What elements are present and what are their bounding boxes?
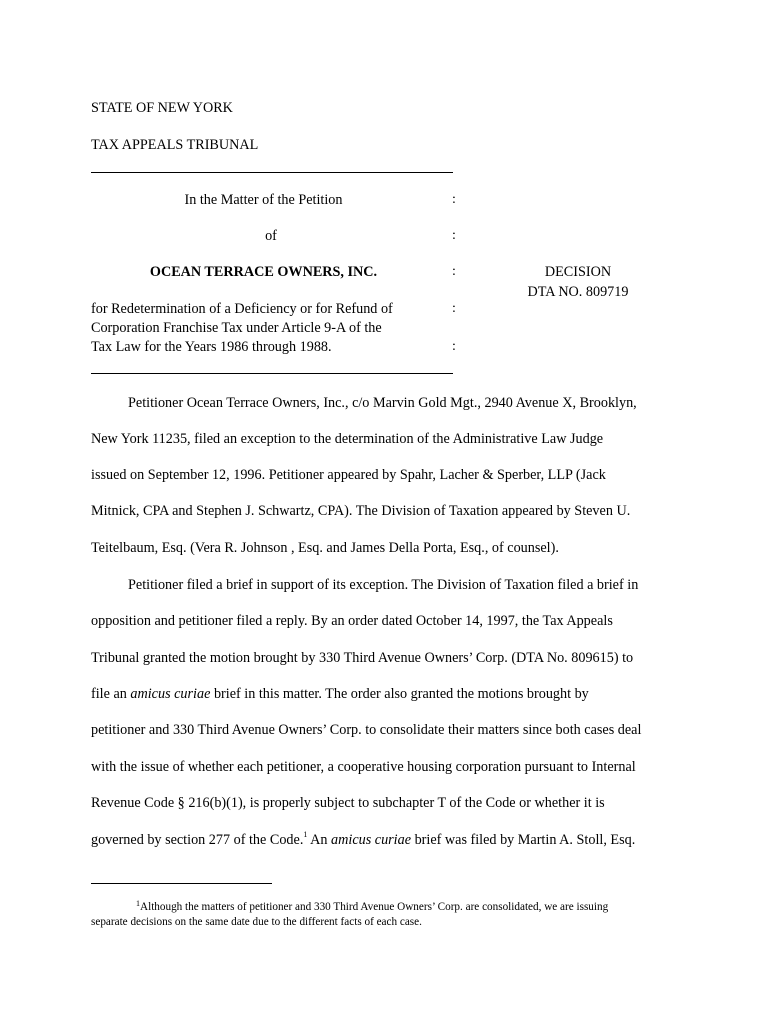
- body-line: Teitelbaum, Esq. (Vera R. Johnson , Esq. and James Della Porta, Esq., of counsel).: [91, 540, 559, 556]
- body-line: Revenue Code § 216(b)(1), is properly subject to subchapter T of the Code or whether it is: [91, 795, 605, 811]
- body-text: brief in this matter. The order also granted the motions brought by: [210, 686, 589, 702]
- of-line: of: [265, 228, 277, 244]
- purpose-line-1: for Redetermination of a Deficiency or for Refund of: [91, 301, 393, 317]
- amicus-curiae-term: amicus curiae: [130, 686, 211, 702]
- body-line: New York 11235, filed an exception to the determination of the Administrative Law Judge: [91, 431, 604, 447]
- footnote-text: Although the matters of petitioner and 330 Third Avenue Owners’ Corp. are consolidated, we are issuing: [140, 901, 609, 913]
- body-text: brief was filed by Martin A. Stoll, Esq.: [411, 832, 636, 848]
- body-line: Mitnick, CPA and Stephen J. Schwartz, CPA). The Division of Taxation appeared by Steven U.: [91, 503, 631, 519]
- amicus-curiae-term: amicus curiae: [331, 832, 412, 848]
- footnote-reference[interactable]: 1: [303, 830, 308, 839]
- body-line: [91, 686, 589, 703]
- purpose-line-3: Tax Law for the Years 1986 through 1988.: [91, 339, 332, 355]
- caption-colon: :: [452, 264, 456, 279]
- footnote-separator: [91, 883, 272, 884]
- caption-colon: :: [452, 339, 456, 354]
- body-line: Tribunal granted the motion brought by 330 Third Avenue Owners’ Corp. (DTA No. 809615) to: [91, 650, 634, 666]
- body-line: Petitioner Ocean Terrace Owners, Inc., c/o Marvin Gold Mgt., 2940 Avenue X, Brooklyn,: [128, 395, 637, 411]
- body-line: [91, 832, 635, 849]
- bottom-rule: [91, 373, 453, 374]
- footnote-line-1: [136, 901, 608, 913]
- body-text: governed by section 277 of the Code.: [91, 832, 304, 848]
- caption-colon: :: [452, 301, 456, 316]
- state-heading: STATE OF NEW YORK: [91, 100, 233, 116]
- caption-colon: :: [452, 192, 456, 207]
- body-line: Petitioner filed a brief in support of its exception. The Division of Taxation filed a brief in: [128, 577, 639, 593]
- caption-colon: :: [452, 228, 456, 243]
- top-rule: [91, 172, 453, 173]
- body-line: opposition and petitioner filed a reply. By an order dated October 14, 1997, the Tax Appeals: [91, 613, 613, 629]
- tribunal-heading: TAX APPEALS TRIBUNAL: [91, 137, 259, 153]
- body-line: with the issue of whether each petitioner, a cooperative housing corporation pursuant to Internal: [91, 759, 636, 775]
- decision-label: DECISION: [544, 264, 612, 280]
- body-text: file an: [91, 686, 131, 702]
- petitioner-name: OCEAN TERRACE OWNERS, INC.: [149, 264, 378, 280]
- body-text: An: [307, 832, 332, 848]
- footnote-marker: 1: [136, 899, 140, 908]
- body-line: petitioner and 330 Third Avenue Owners’ Corp. to consolidate their matters since both cases deal: [91, 722, 642, 738]
- purpose-line-2: Corporation Franchise Tax under Article 9-A of the: [91, 320, 382, 336]
- body-line: issued on September 12, 1996. Petitioner appeared by Spahr, Lacher & Sperber, LLP (Jack: [91, 467, 606, 483]
- footnote-line-2: separate decisions on the same date due to the different facts of each case.: [91, 916, 422, 928]
- decision-number: DTA NO. 809719: [527, 284, 629, 300]
- matter-line: In the Matter of the Petition: [184, 192, 343, 208]
